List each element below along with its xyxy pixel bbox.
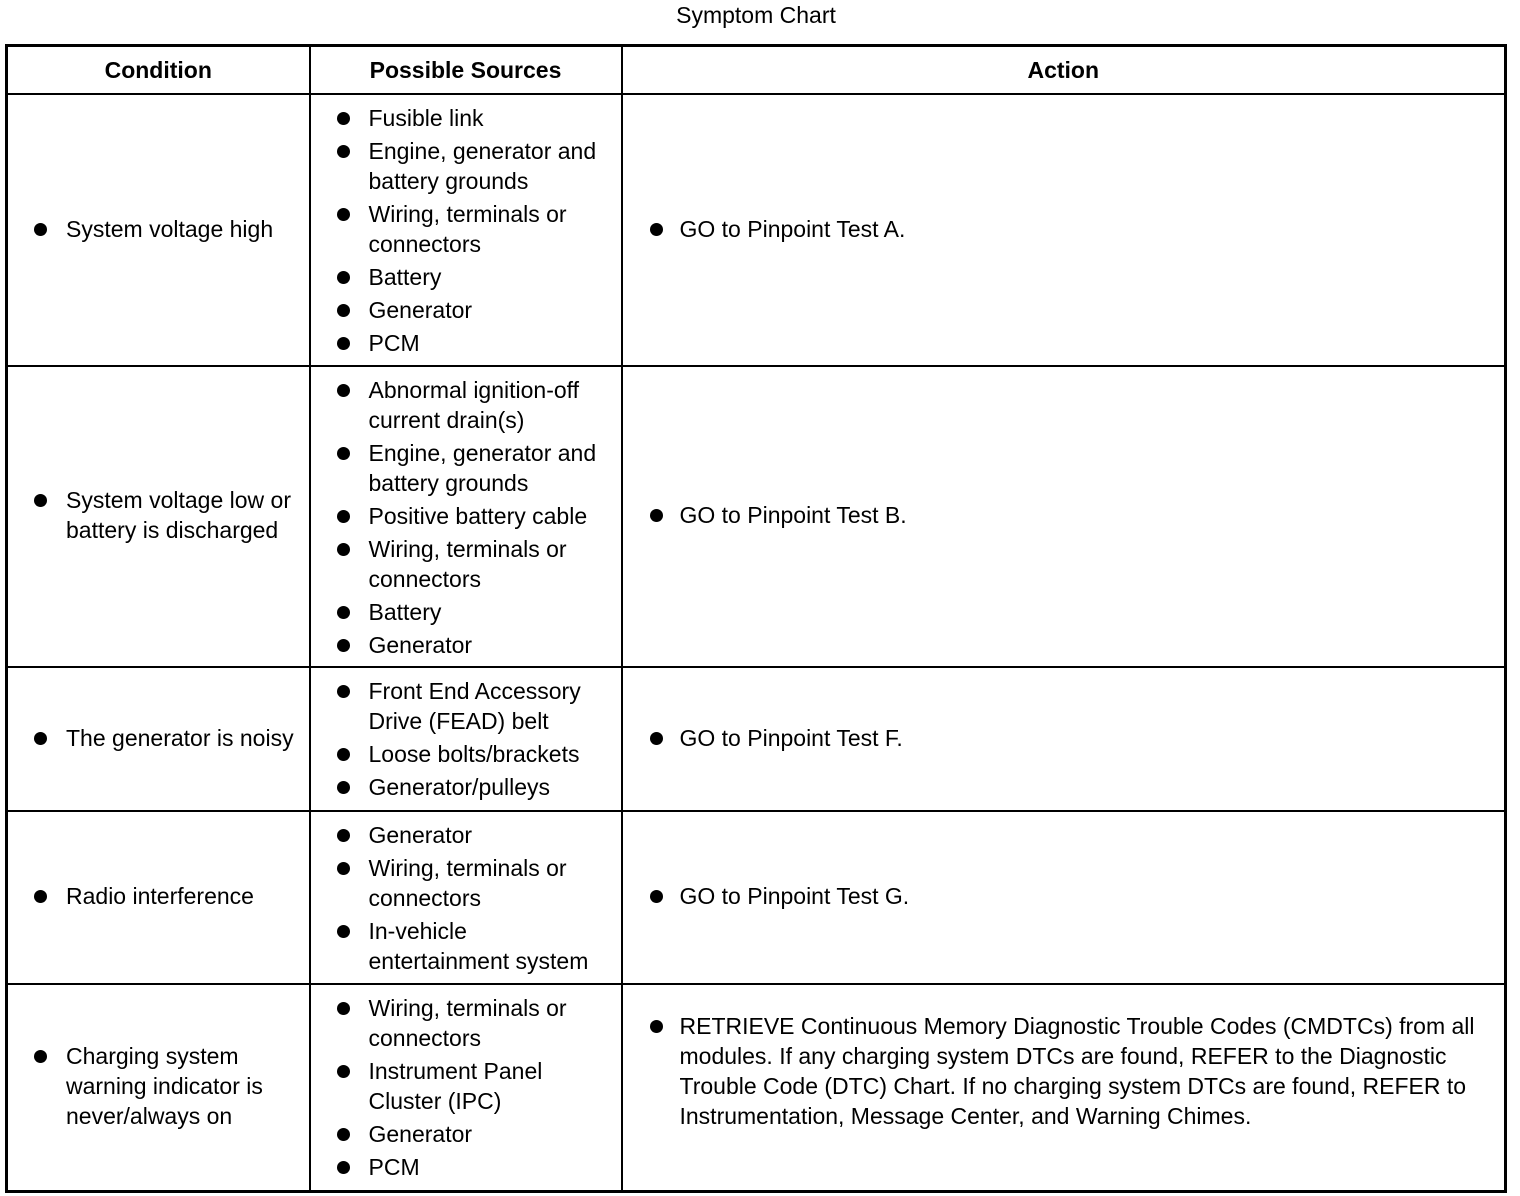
chart-title: Symptom Chart (676, 2, 836, 28)
list-item (311, 1152, 621, 1182)
list-item (311, 295, 621, 325)
list-item (8, 214, 309, 244)
list-item (8, 485, 309, 545)
source-text: Generator (368, 1121, 473, 1147)
list-item (311, 1119, 621, 1149)
list-item (311, 375, 621, 435)
bullet-icon (650, 509, 663, 522)
list-item (623, 500, 1505, 530)
bullet-icon (337, 781, 350, 794)
bullet-icon (337, 829, 350, 842)
list-item (311, 103, 621, 133)
bullet-icon (337, 543, 350, 556)
source-text: Generator (368, 297, 473, 323)
list-item (311, 630, 621, 660)
source-text: Loose bolts/brackets (368, 741, 580, 767)
sources-cell (310, 811, 622, 984)
action-text: RETRIEVE Continuous Memory Diagnostic Trouble Codes (CMDTCs) from all modules. If any charging system DTCs are found, REFER to the Diagnostic Trouble Code (DTC) Chart. If no charging system DTCs are found, REFER to Instrumentation, Message Center, and Warning Chimes. (679, 1013, 1475, 1129)
bullet-icon (650, 1020, 663, 1033)
table-row (7, 94, 1506, 366)
source-text: PCM (368, 330, 420, 356)
bullet-icon (650, 732, 663, 745)
symptom-chart-table (5, 44, 1507, 1193)
action-text: GO to Pinpoint Test A. (679, 215, 906, 242)
source-text: Abnormal ignition-off current drain(s) (368, 377, 580, 433)
table-row (7, 811, 1506, 984)
list-item (311, 328, 621, 358)
condition-cell (7, 94, 310, 366)
source-text: Front End Accessory Drive (FEAD) belt (368, 678, 581, 734)
table-row (7, 984, 1506, 1191)
bullet-icon (337, 384, 350, 397)
action-cell (622, 811, 1506, 984)
source-text: Wiring, terminals or connectors (368, 855, 567, 911)
bullet-icon (34, 890, 47, 903)
source-text: Wiring, terminals or connectors (368, 995, 567, 1051)
condition-text: The generator is noisy (66, 724, 294, 751)
list-item (311, 1056, 621, 1116)
sources-cell (310, 984, 622, 1191)
condition-cell (7, 366, 310, 667)
bullet-icon (337, 208, 350, 221)
bullet-icon (337, 112, 350, 125)
list-item (311, 853, 621, 913)
source-text: Generator (368, 632, 473, 658)
bullet-icon (650, 223, 663, 236)
header-row (7, 46, 1506, 95)
bullet-icon (337, 748, 350, 761)
list-item (311, 438, 621, 498)
source-text: Fusible link (368, 105, 484, 131)
bullet-icon (337, 304, 350, 317)
source-text: Generator (368, 822, 473, 848)
bullet-icon (337, 510, 350, 523)
condition-text: System voltage low or battery is discharged (66, 487, 291, 543)
list-item (311, 993, 621, 1053)
bullet-icon (337, 145, 350, 158)
source-text: PCM (368, 1154, 420, 1180)
bullet-icon (337, 1161, 350, 1174)
condition-text: Charging system warning indicator is never/always on (66, 1042, 263, 1129)
action-text: GO to Pinpoint Test B. (679, 502, 907, 528)
action-text: GO to Pinpoint Test F. (679, 724, 903, 751)
bullet-icon (34, 223, 47, 236)
condition-cell (7, 811, 310, 984)
bullet-icon (337, 639, 350, 652)
list-item (623, 723, 1505, 753)
table-row (7, 667, 1506, 811)
sources-cell (310, 667, 622, 811)
list-item (311, 199, 621, 259)
bullet-icon (337, 685, 350, 698)
condition-cell (7, 984, 310, 1191)
bullet-icon (337, 271, 350, 284)
bullet-icon (337, 925, 350, 938)
bullet-icon (34, 494, 47, 507)
action-text: GO to Pinpoint Test G. (679, 883, 910, 909)
source-text: Instrument Panel Cluster (IPC) (368, 1058, 543, 1114)
list-item (311, 676, 621, 736)
list-item (311, 772, 621, 802)
source-text: Engine, generator and battery grounds (368, 138, 597, 194)
action-cell (622, 984, 1506, 1191)
header-action: Action (622, 46, 1506, 95)
action-cell (622, 366, 1506, 667)
bullet-icon (34, 1050, 47, 1063)
condition-cell (7, 667, 310, 811)
header-possible-sources: Possible Sources (310, 46, 622, 95)
list-item (311, 501, 621, 531)
source-text: Wiring, terminals or connectors (368, 201, 567, 257)
list-item (311, 820, 621, 850)
table-row (7, 366, 1506, 667)
list-item (311, 739, 621, 769)
bullet-icon (337, 447, 350, 460)
action-cell (622, 667, 1506, 811)
list-item (623, 214, 1505, 244)
bullet-icon (337, 1065, 350, 1078)
bullet-icon (337, 337, 350, 350)
bullet-icon (337, 862, 350, 875)
action-cell (622, 94, 1506, 366)
source-text: Engine, generator and battery grounds (368, 440, 597, 496)
source-text: Positive battery cable (368, 503, 588, 529)
sources-cell (310, 366, 622, 667)
list-item (623, 881, 1505, 911)
list-item (311, 534, 621, 594)
condition-text: System voltage high (66, 215, 274, 242)
list-item (311, 262, 621, 292)
sources-cell (310, 94, 622, 366)
source-text: Generator/pulleys (368, 774, 551, 800)
list-item (8, 1041, 309, 1131)
source-text: Battery (368, 599, 442, 625)
source-text: Wiring, terminals or connectors (368, 536, 567, 592)
bullet-icon (34, 732, 47, 745)
header-condition: Condition (7, 46, 310, 95)
condition-text: Radio interference (66, 883, 254, 909)
bullet-icon (337, 1128, 350, 1141)
bullet-icon (337, 606, 350, 619)
list-item (311, 136, 621, 196)
source-text: In-vehicle entertainment system (368, 918, 589, 974)
bullet-icon (337, 1002, 350, 1015)
list-item (623, 1011, 1505, 1131)
list-item (8, 881, 309, 911)
source-text: Battery (368, 264, 442, 290)
list-item (8, 723, 309, 753)
bullet-icon (650, 890, 663, 903)
list-item (311, 916, 621, 976)
list-item (311, 597, 621, 627)
